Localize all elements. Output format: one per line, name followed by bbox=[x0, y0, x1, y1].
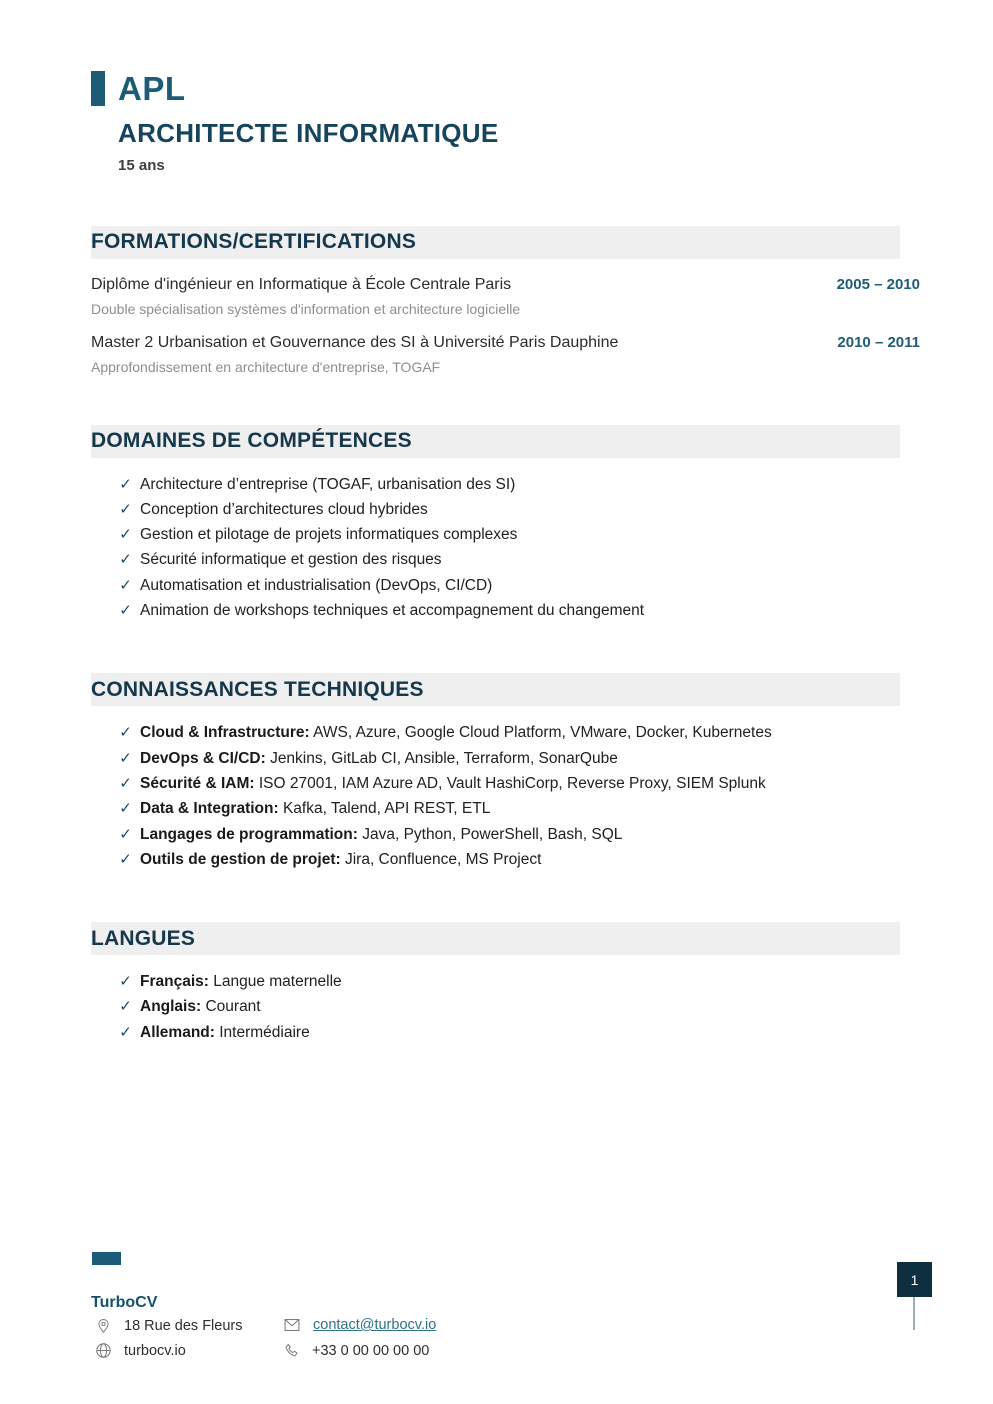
section-banner bbox=[91, 922, 900, 955]
check-icon: ✓ bbox=[119, 998, 132, 1016]
list-item bbox=[91, 796, 920, 821]
skill-label: Data & Integration: bbox=[140, 800, 279, 818]
globe-icon bbox=[95, 1342, 112, 1359]
skill-label: Outils de gestion de projet: bbox=[140, 850, 341, 868]
footer-phone bbox=[283, 1342, 429, 1359]
list-item bbox=[91, 994, 920, 1019]
section-banner bbox=[91, 425, 900, 458]
connaissances-list bbox=[91, 720, 920, 872]
section-banner bbox=[91, 226, 900, 259]
list-item bbox=[91, 847, 920, 872]
skill-text bbox=[140, 746, 618, 771]
skill-label: Langages de programmation: bbox=[140, 825, 358, 843]
list-item bbox=[91, 720, 920, 745]
domaine-text: Gestion et pilotage de projets informatiques complexes bbox=[140, 526, 518, 544]
list-item bbox=[91, 472, 920, 497]
langue-text bbox=[140, 994, 261, 1019]
formation-subtitle: Double spécialisation systèmes d'information et architecture logicielle bbox=[91, 300, 521, 317]
formation-dates: 2010 – 2011 bbox=[837, 333, 920, 351]
phone-icon bbox=[283, 1342, 300, 1359]
section-domaines bbox=[91, 425, 920, 624]
page-marker-line bbox=[913, 1297, 915, 1330]
langue-text bbox=[140, 1020, 310, 1045]
section-langues bbox=[91, 922, 920, 1045]
check-icon: ✓ bbox=[119, 602, 132, 620]
email-link[interactable]: contact@turbocv.io bbox=[313, 1317, 437, 1333]
langues-list bbox=[91, 969, 920, 1045]
domaine-text: Automatisation et industrialisation (DevOps, CI/CD) bbox=[140, 576, 493, 594]
section-title-langues: LANGUES bbox=[91, 926, 196, 950]
skill-value: Kafka, Talend, API REST, ETL bbox=[282, 800, 491, 818]
langue-value: Langue maternelle bbox=[213, 973, 342, 991]
skill-value: Jira, Confluence, MS Project bbox=[344, 850, 542, 868]
check-icon: ✓ bbox=[119, 526, 132, 544]
check-icon: ✓ bbox=[119, 500, 132, 518]
section-title-formations: FORMATIONS/CERTIFICATIONS bbox=[91, 230, 417, 254]
list-item bbox=[91, 547, 920, 572]
formation-subtitle: Approfondissement en architecture d'entreprise, TOGAF bbox=[91, 358, 441, 375]
langue-text bbox=[140, 969, 342, 994]
langue-value: Courant bbox=[205, 998, 261, 1016]
skill-value: Jenkins, GitLab CI, Ansible, Terraform, SonarQube bbox=[270, 749, 618, 767]
list-item bbox=[91, 598, 920, 623]
location-pin-icon bbox=[95, 1317, 112, 1334]
langue-label: Anglais: bbox=[140, 998, 202, 1016]
skill-text bbox=[140, 822, 622, 847]
section-banner bbox=[91, 673, 900, 706]
langue-label: Allemand: bbox=[140, 1023, 215, 1041]
list-item bbox=[91, 497, 920, 522]
section-connaissances bbox=[91, 673, 920, 872]
footer-address bbox=[95, 1317, 242, 1334]
address-text: 18 Rue des Fleurs bbox=[124, 1317, 243, 1334]
formation-entry bbox=[91, 334, 920, 375]
skill-text bbox=[140, 796, 490, 821]
footer-accent-bar bbox=[92, 1252, 121, 1265]
skill-label: Sécurité & IAM: bbox=[140, 774, 255, 792]
skill-text bbox=[140, 847, 541, 872]
skill-text bbox=[140, 771, 766, 796]
experience-years: 15 ans bbox=[118, 156, 165, 174]
domaine-text: Architecture d’entreprise (TOGAF, urbanisation des SI) bbox=[140, 475, 516, 493]
domaine-text: Animation de workshops techniques et accompagnement du changement bbox=[140, 602, 645, 620]
skill-label: Cloud & Infrastructure: bbox=[140, 724, 310, 742]
list-item bbox=[91, 822, 920, 847]
check-icon: ✓ bbox=[119, 749, 132, 767]
section-formations bbox=[91, 226, 920, 375]
formation-title: Diplôme d'ingénieur en Informatique à École Centrale Paris bbox=[91, 275, 512, 293]
list-item bbox=[91, 771, 920, 796]
footer-website bbox=[95, 1342, 186, 1359]
check-icon: ✓ bbox=[119, 850, 132, 868]
header bbox=[91, 0, 920, 174]
candidate-name: APL bbox=[118, 70, 186, 107]
phone-text: +33 0 00 00 00 00 bbox=[312, 1342, 430, 1359]
formation-dates: 2005 – 2010 bbox=[836, 275, 920, 293]
skill-value: AWS, Azure, Google Cloud Platform, VMware, Docker, Kubernetes bbox=[313, 724, 772, 742]
skill-text bbox=[140, 720, 772, 745]
envelope-icon bbox=[283, 1317, 301, 1333]
check-icon: ✓ bbox=[119, 576, 132, 594]
check-icon: ✓ bbox=[119, 1023, 132, 1041]
website-text: turbocv.io bbox=[124, 1342, 186, 1359]
skill-label: DevOps & CI/CD: bbox=[140, 749, 266, 767]
check-icon: ✓ bbox=[119, 724, 132, 742]
footer-brand: TurboCV bbox=[91, 1294, 158, 1311]
check-icon: ✓ bbox=[119, 475, 132, 493]
skill-value: ISO 27001, IAM Azure AD, Vault HashiCorp, Reverse Proxy, SIEM Splunk bbox=[258, 774, 766, 792]
formation-title: Master 2 Urbanisation et Gouvernance des SI à Université Paris Dauphine bbox=[91, 333, 619, 351]
page-number-badge: 1 bbox=[897, 1262, 932, 1297]
check-icon: ✓ bbox=[119, 774, 132, 792]
section-title-domaines: DOMAINES DE COMPÉTENCES bbox=[91, 429, 412, 453]
domaines-list bbox=[91, 472, 920, 624]
job-title: ARCHITECTE INFORMATIQUE bbox=[118, 118, 499, 148]
section-title-connaissances: CONNAISSANCES TECHNIQUES bbox=[91, 677, 424, 701]
check-icon: ✓ bbox=[119, 800, 132, 818]
footer-email bbox=[283, 1317, 436, 1333]
list-item bbox=[91, 573, 920, 598]
check-icon: ✓ bbox=[119, 825, 132, 843]
accent-bar bbox=[91, 71, 105, 106]
check-icon: ✓ bbox=[119, 973, 132, 991]
langue-label: Français: bbox=[140, 973, 209, 991]
list-item bbox=[91, 746, 920, 771]
list-item bbox=[91, 969, 920, 994]
check-icon: ✓ bbox=[119, 551, 132, 569]
list-item bbox=[91, 522, 920, 547]
langue-value: Intermédiaire bbox=[219, 1023, 310, 1041]
formation-entry bbox=[91, 276, 920, 317]
domaine-text: Sécurité informatique et gestion des risques bbox=[140, 551, 442, 569]
list-item bbox=[91, 1020, 920, 1045]
domaine-text: Conception d’architectures cloud hybrides bbox=[140, 500, 428, 518]
skill-value: Java, Python, PowerShell, Bash, SQL bbox=[362, 825, 623, 843]
